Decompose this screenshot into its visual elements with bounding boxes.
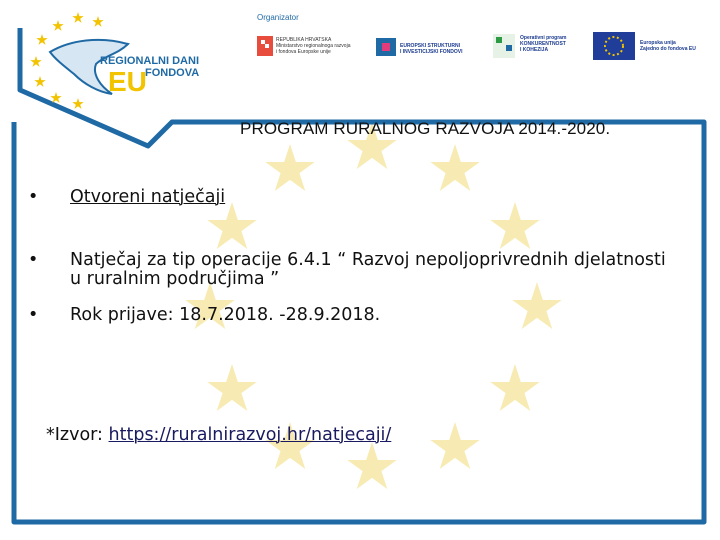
call-type-text: Natječaj za tip operacije 6.4.1 “ Razvoj nepoljoprivrednih djelatnosti u ruralnim područjima ” [70,250,666,289]
partner-eu: Europska unija Zajedno do fondova EU [640,40,696,52]
deadline-text: Rok prijave: 18.7.2018. -28.9.2018. [70,305,381,325]
partner-op: Operativni program KONKURENTNOST I KOHEZIJA [520,35,567,53]
bullet-dot: • [28,305,39,325]
bullet-dot: • [28,250,39,270]
logo-line2: FONDOVA [145,67,200,79]
open-calls-link[interactable]: Otvoreni natječaji [70,187,226,207]
source-line [46,425,391,445]
source-prefix: *Izvor: [46,425,109,445]
logo-eu: EU [108,66,147,97]
organizer-label: Organizator [257,13,299,22]
partner-ministry: REPUBLIKA HRVATSKA Ministarstvo regionalnoga razvoja i fondova Europske unije [276,37,351,55]
logo-line1: REGIONALNI DANI [100,55,199,67]
page-title: PROGRAM RURALNOG RAZVOJA 2014.-2020. [240,119,611,138]
bullet-dot: • [28,187,39,207]
bullet-open-calls [28,187,226,207]
bullet-deadline [28,305,381,325]
partner-esif: EUROPSKI STRUKTURNI I INVESTICIJSKI FONDOVI [400,43,463,55]
source-link[interactable]: https://ruralnirazvoj.hr/natjecaji/ [108,425,392,445]
bullet-call-type [28,250,680,289]
